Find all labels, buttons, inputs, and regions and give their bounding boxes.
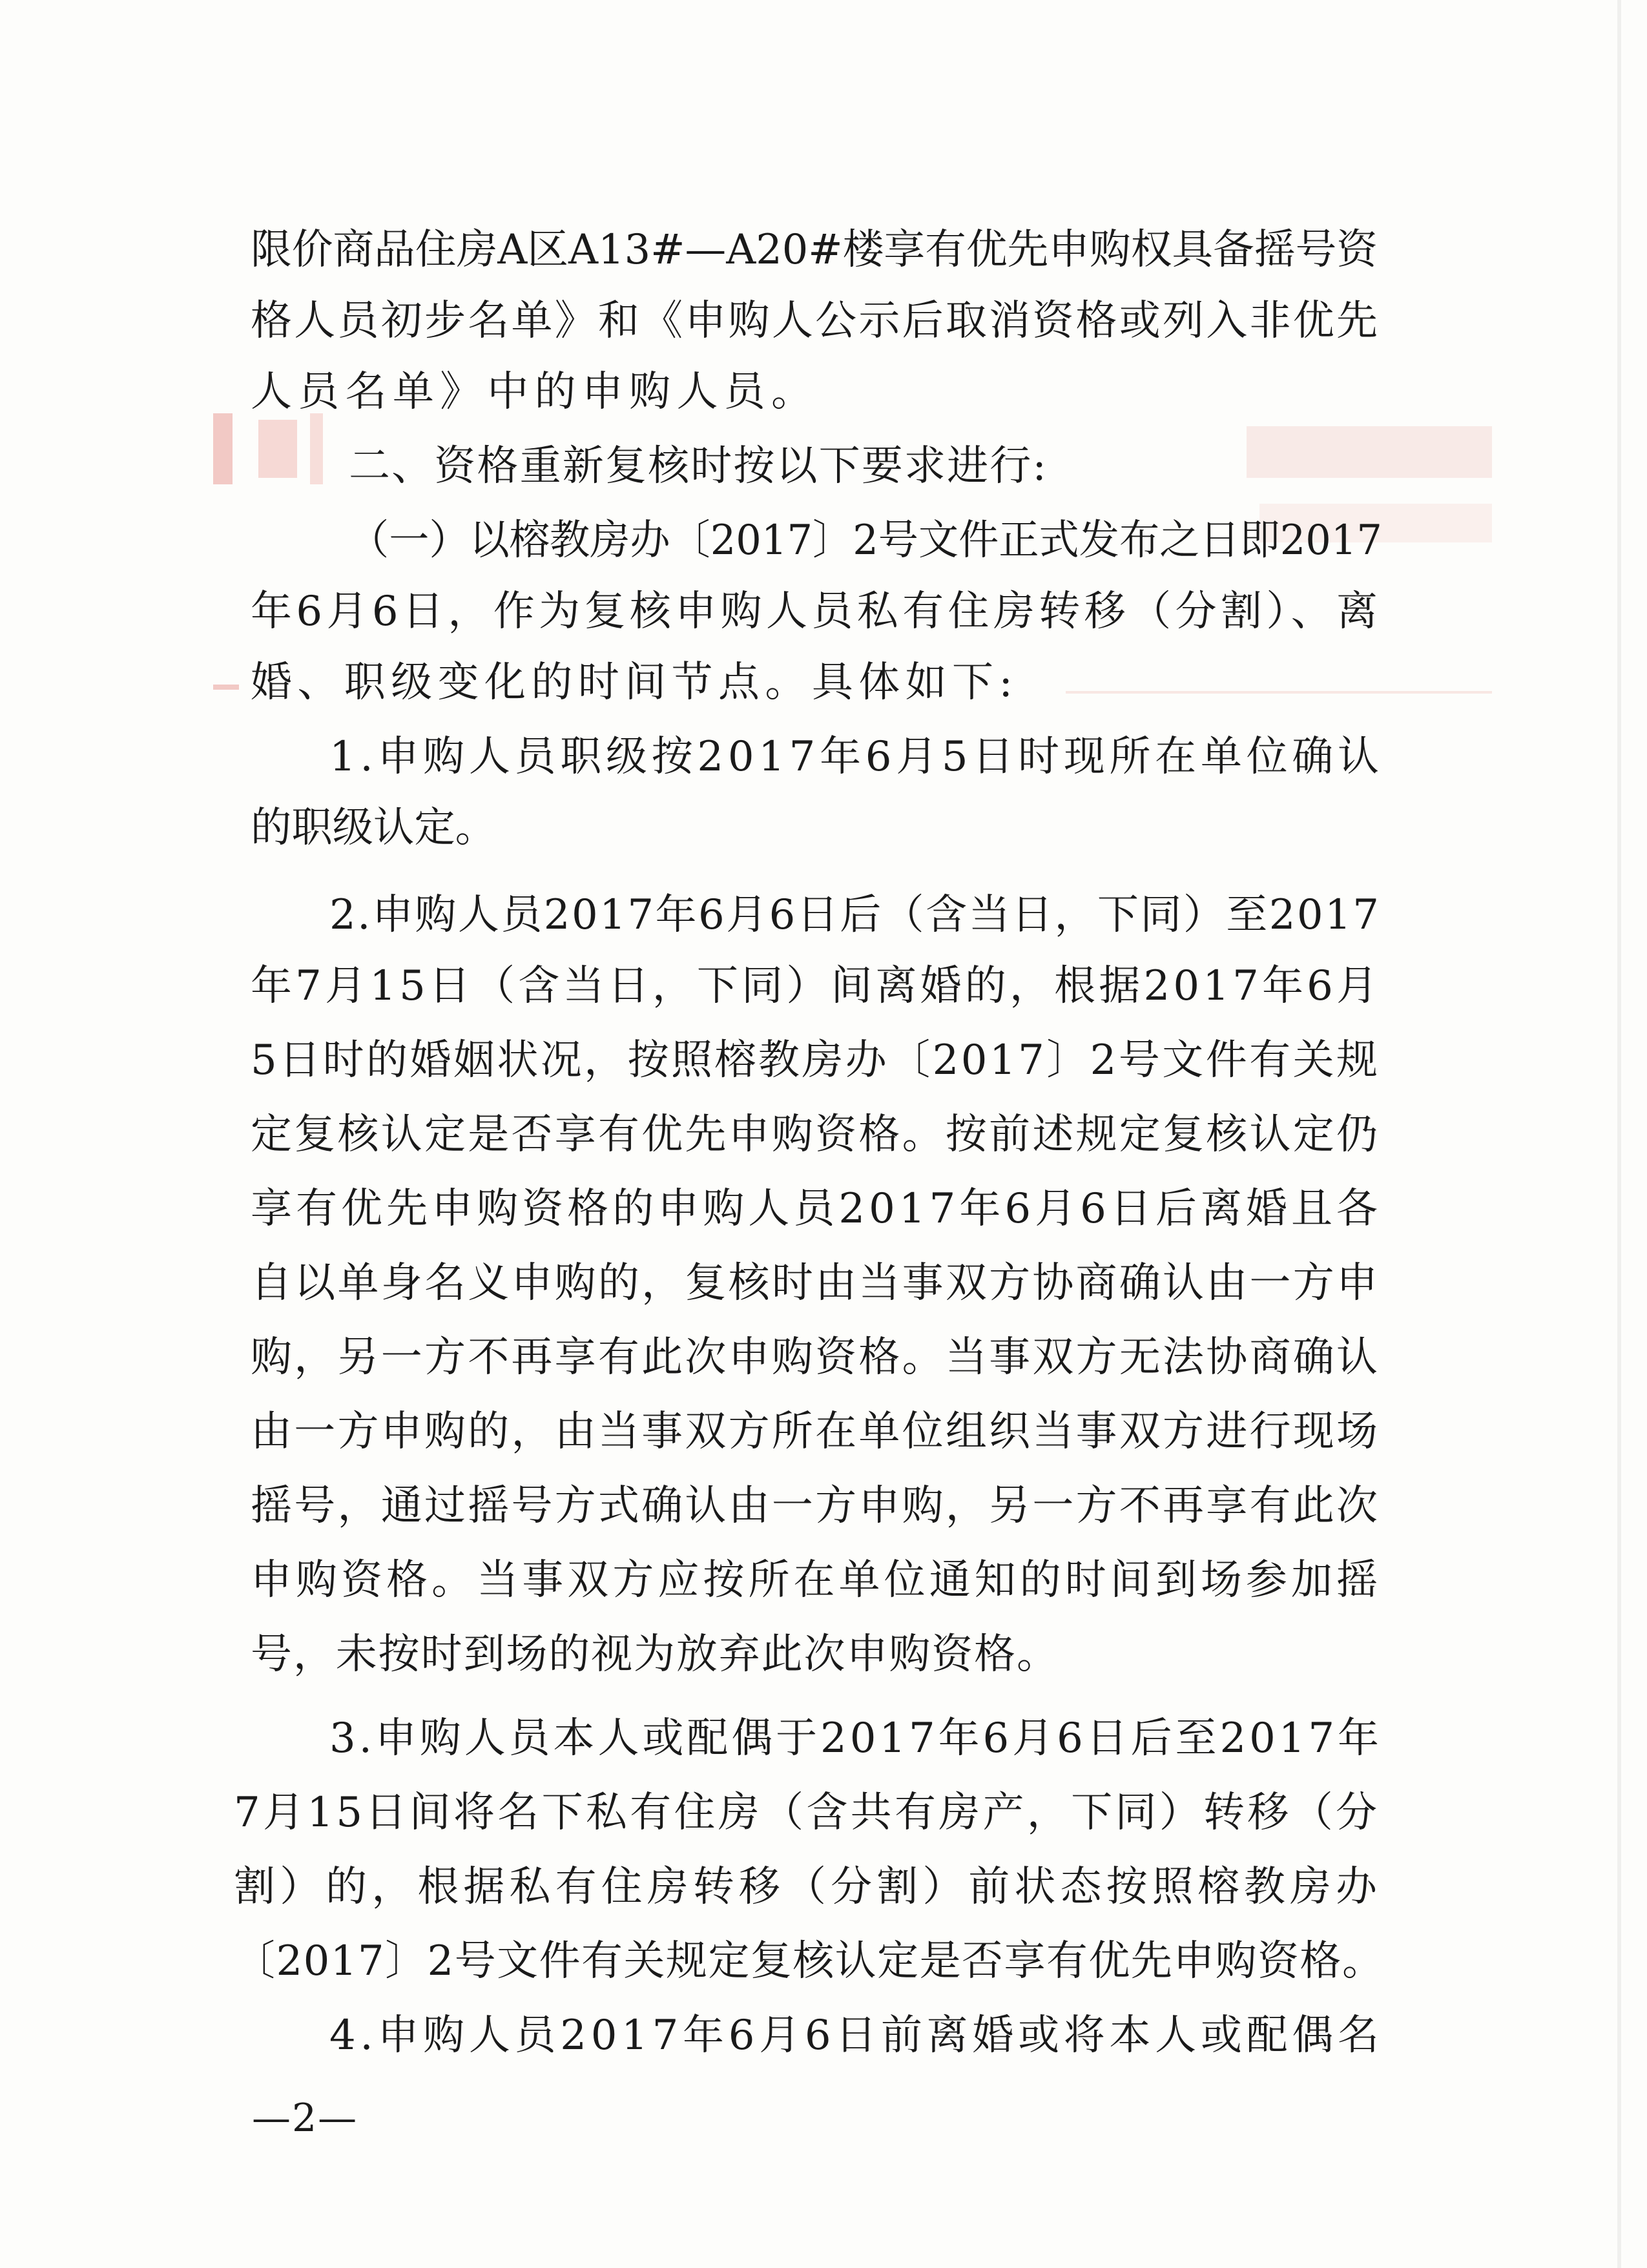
page-number: —2— <box>252 2096 358 2141</box>
scan-edge <box>1617 0 1621 2268</box>
document-page: 限价商品住房A区A13#—A20#楼享有优先申购权具备摇号资 格人员初步名单》和《申购人公示后取消资格或列入非优先 人员名单》中的申购人员。 二、资格重新复核时按以下要求进行: （一）以榕教房办〔2017〕2号文件正式发布之日即2017 年6月6日，作为复核申购人员私有住房转移（分割）、离 婚、职级变化的时间节点。具体如下: 1.申购人员职级按2017年6月5日时现所在单位确认 的职级认定。 2.申购人员2017年6月6日后（含当日，下同）至2017 年7月15日（含当日，下同）间离婚的，根据2017年6月 5日时的婚姻状况，按照榕教房办〔2017〕2号文件有关规 定复核认定是否享有优先申购资格。按前述规定复核认定仍 享有优先申购资格的申购人员2017年6月6日后离婚且各 自以单身名义申购的，复核时由当事双方协商确认由一方申 购，另一方不再享有此次申购资格。当事双方无法协商确认 由一方申购的，由当事双方所在单位组织当事双方进行现场 摇号，通过摇号方式确认由一方申购，另一方不再享有此次 申购资格。当事双方应按所在单位通知的时间到场参加摇 号，未按时到场的视为放弃此次申购资格。 3.申购人员本人或配偶于2017年6月6日后至2017年 7月15日间将名下私有住房（含共有房产，下同）转移（分 割）的，根据私有住房转移（分割）前状态按照榕教房办 〔2017〕2号文件有关规定复核认定是否享有优先申购资格。 4.申购人员2017年6月6日前离婚或将本人或配偶名 —2— <box>0 0 1647 2268</box>
